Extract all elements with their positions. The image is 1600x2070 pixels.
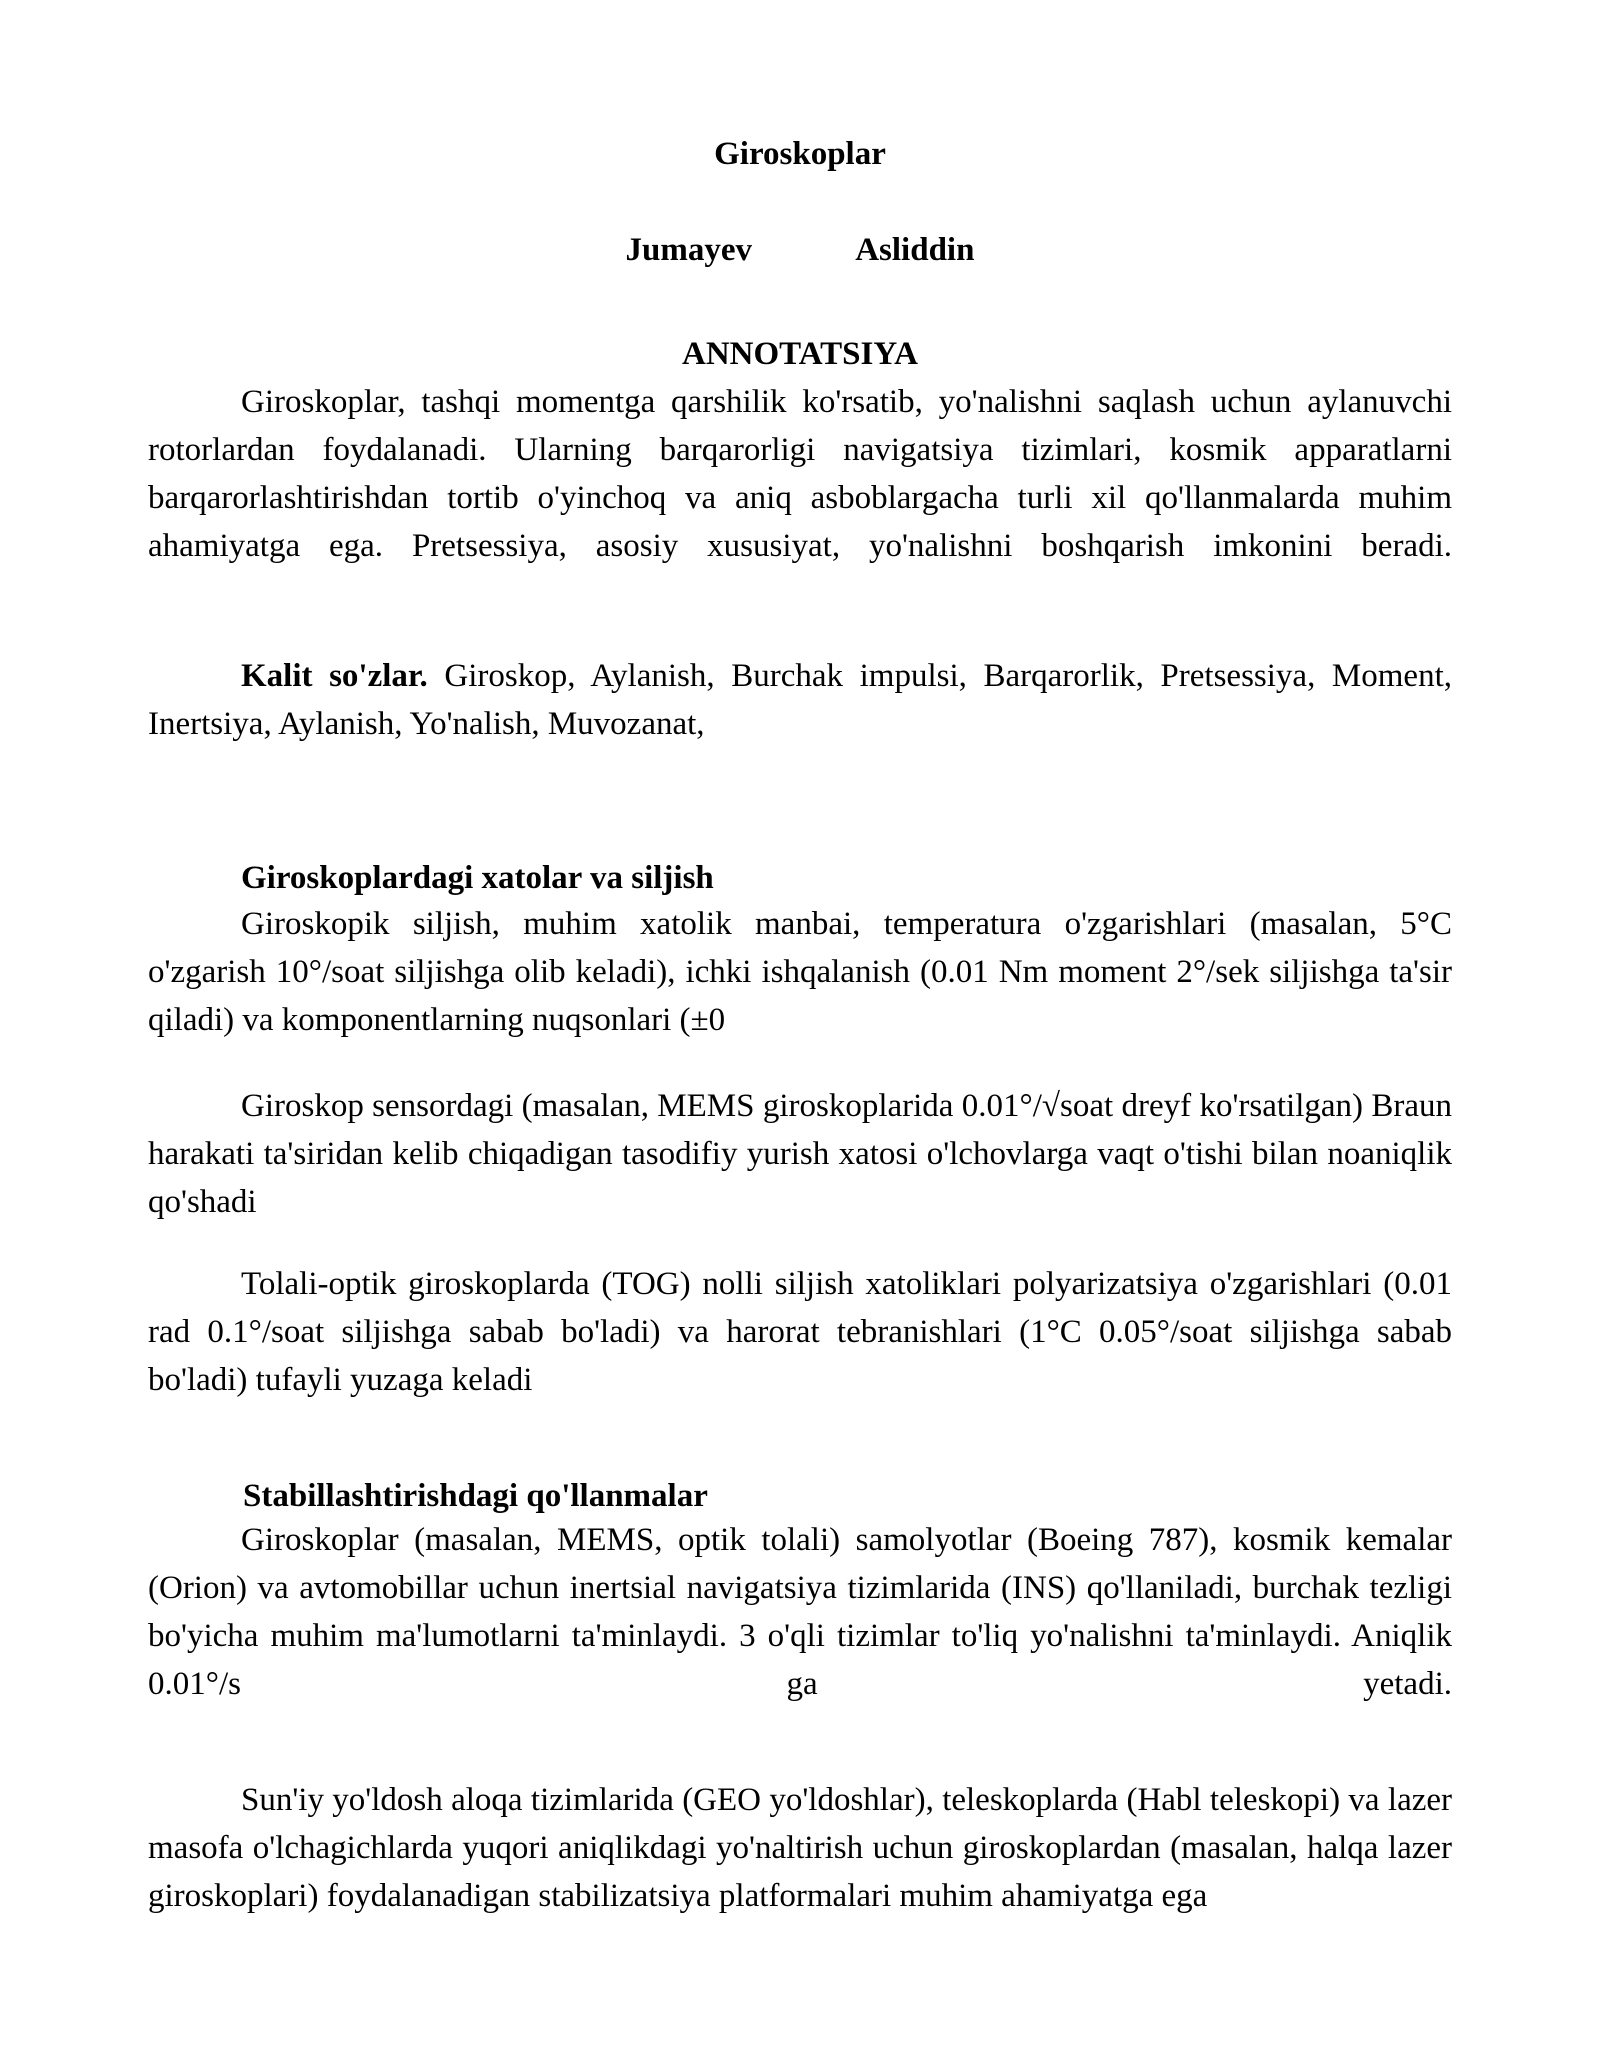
annotation-paragraph: Giroskoplar, tashqi momentga qarshilik ko'rsatib, yo'nalishni saqlash uchun aylanuvchi rotorlardan foydalanadi. Ularning barqarorligi navigatsiya tizimlari, kosmik apparatlarni barqarorlashtirishdan tortib o'yinchoq va aniq asboblargacha turli xil qo'llanmalarda muhim ahamiyatga ega. Pretsessiya, asosiy xususiyat, yo'nalishni boshqarish imkonini beradi.	[148, 384, 1452, 564]
paragraph-ins: Giroskoplar (masalan, MEMS, optik tolali) samolyotlar (Boeing 787), kosmik kemalar (Orion) va avtomobillar uchun inertsial navigatsiya tizimlarida (INS) qo'llaniladi, burchak tezligi bo'yicha muhim ma'lumotlarni ta'minlaydi. 3 o'qli tizimlar to'liq yo'nalishni ta'minlaydi. Aniqlik 0.01°/s ga yetadi.	[148, 1522, 1452, 1702]
annotation-heading: ANNOTATSIYA	[682, 336, 918, 372]
keywords-paragraph	[148, 652, 1452, 748]
paragraph-random-walk: Giroskop sensordagi (masalan, MEMS giroskoplarida 0.01°/√soat dreyf ko'rsatilgan) Braun harakati ta'siridan kelib chiqadigan tasodifiy yurish xatosi o'lchovlarga vaqt o'tishi bilan noaniqlik qo'shadi	[148, 1088, 1452, 1220]
paragraph-drift: Giroskopik siljish, muhim xatolik manbai, temperatura o'zgarishlari (masalan, 5°C o'zgarish 10°/soat siljishga olib keladi), ichki ishqalanish (0.01 Nm moment 2°/sek siljishga ta'sir qiladi) va komponentlarning nuqsonlari (±0	[148, 906, 1452, 1038]
section-heading-stabilization: Stabillashtirishdagi qo'llanmalar	[243, 1478, 708, 1514]
document-title: Giroskoplar	[714, 136, 886, 172]
author-name: Jumayev Asliddin	[625, 232, 975, 268]
keywords-text: Giroskop, Aylanish, Burchak impulsi, Barqarorlik, Pretsessiya, Moment, Inertsiya, Aylanish, Yo'nalish, Muvozanat,	[148, 658, 1452, 742]
paragraph-fog-bias: Tolali-optik giroskoplarda (TOG) nolli siljish xatoliklari polyarizatsiya o'zgarishlari (0.01 rad 0.1°/soat siljishga sabab bo'ladi) va harorat tebranishlari (1°C 0.05°/soat siljishga sabab bo'ladi) tufayli yuzaga keladi	[148, 1266, 1452, 1398]
section-heading-errors: Giroskoplardagi xatolar va siljish	[241, 860, 714, 896]
paragraph-stabilization-platforms: Sun'iy yo'ldosh aloqa tizimlarida (GEO yo'ldoshlar), teleskoplarda (Habl teleskopi) va lazer masofa o'lchagichlarda yuqori aniqlikdagi yo'naltirish uchun giroskoplardan (masalan, halqa lazer giroskoplari) foydalanadigan stabilizatsiya platformalari muhim ahamiyatga ega	[148, 1782, 1452, 1914]
keywords-label: Kalit so'zlar.	[241, 658, 428, 694]
